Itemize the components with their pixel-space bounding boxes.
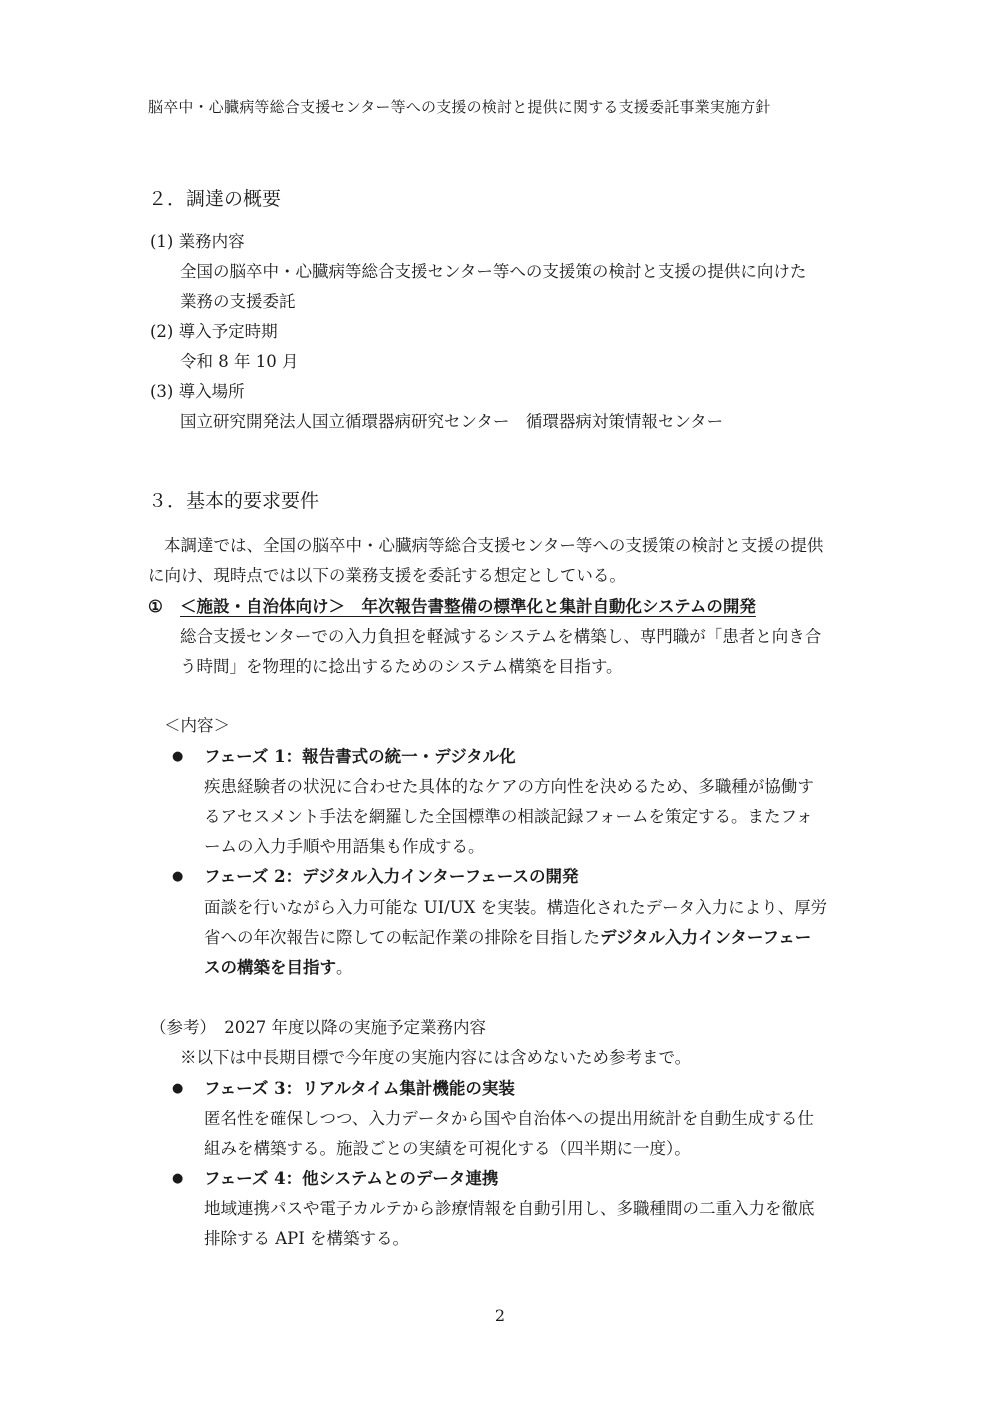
- bullet-icon: ●: [172, 1081, 184, 1096]
- section-heading-basic-requirements: ３．基本的要求要件: [148, 490, 320, 512]
- phase-4-line1: 地域連携パスや電子カルテから診療情報を自動引用し、多職種間の二重入力を徹底: [204, 1199, 815, 1218]
- item-label-1: (1) 業務内容: [150, 232, 245, 251]
- reference-label: （参考） 2027 年度以降の実施予定業務内容: [150, 1018, 486, 1037]
- bullet-icon: ●: [172, 869, 184, 884]
- phase-2-line2: [204, 923, 811, 953]
- item-text-1-line1: 全国の脳卒中・心臓病等総合支援センター等への支援策の検討と支援の提供に向けた: [180, 262, 807, 281]
- phase-4-title: フェーズ 4：他システムとのデータ連携: [204, 1169, 499, 1188]
- intro-line1: 本調達では、全国の脳卒中・心臓病等総合支援センター等への支援策の検討と支援の提供: [164, 536, 824, 555]
- item-1-line2: う時間」を物理的に捻出するためのシステム構築を目指す。: [180, 657, 623, 676]
- item-1-line1: 総合支援センターでの入力負担を軽減するシステムを構築し、専門職が「患者と向き合: [180, 627, 822, 646]
- item-text-1-line2: 業務の支援委託: [180, 292, 296, 311]
- phase-2-title: フェーズ 2：デジタル入力インターフェースの開発: [204, 867, 579, 886]
- phase-1-line2: るアセスメント手法を網羅した全国標準の相談記録フォームを策定する。またフォ: [204, 807, 813, 826]
- item-marker-1: ①: [148, 597, 163, 616]
- item-1-title: ＜施設・自治体向け＞ 年次報告書整備の標準化と集計自動化システムの開発: [180, 597, 756, 616]
- phase-2-line3: [204, 953, 353, 983]
- page-number: 2: [494, 1306, 506, 1325]
- content-label: ＜内容＞: [164, 716, 230, 735]
- phase-4-line2: 排除する API を構築する。: [204, 1229, 410, 1248]
- item-text-3: 国立研究開発法人国立循環器病研究センター 循環器病対策情報センター: [180, 412, 724, 431]
- phase-1-line1: 疾患経験者の状況に合わせた具体的なケアの方向性を決めるため、多職種が協働す: [204, 777, 814, 796]
- phase-2-line2-bold: デジタル入力インターフェー: [600, 928, 812, 947]
- phase-3-title: フェーズ 3：リアルタイム集計機能の実装: [204, 1079, 515, 1098]
- phase-2-line3-end: 。: [336, 958, 353, 977]
- phase-3-line2: 組みを構築する。施設ごとの実績を可視化する（四半期に一度）。: [204, 1139, 691, 1158]
- phase-2-line1: 面談を行いながら入力可能な UI/UX を実装。構造化されたデータ入力により、厚労: [204, 898, 828, 917]
- phase-2-line3-bold: スの構築を目指す: [204, 958, 336, 977]
- phase-1-line3: ームの入力手順や用語集も作成する。: [204, 837, 485, 856]
- phase-1-title: フェーズ 1：報告書式の統一・デジタル化: [204, 747, 516, 766]
- item-label-2: (2) 導入予定時期: [150, 322, 278, 341]
- section-heading-procurement-overview: ２．調達の概要: [148, 188, 282, 210]
- phase-2-line2-plain: 省への年次報告に際しての転記作業の排除を目指した: [204, 928, 600, 947]
- intro-line2: に向け、現時点では以下の業務支援を委託する想定としている。: [148, 566, 626, 585]
- phase-3-line1: 匿名性を確保しつつ、入力データから国や自治体への提出用統計を自動生成する仕: [204, 1109, 814, 1128]
- bullet-icon: ●: [172, 749, 184, 764]
- item-text-2: 令和 8 年 10 月: [180, 352, 299, 371]
- bullet-icon: ●: [172, 1171, 184, 1186]
- reference-note: ※以下は中長期目標で今年度の実施内容には含めないため参考まで。: [180, 1048, 692, 1067]
- running-header: 脳卒中・心臓病等総合支援センター等への支援の検討と提供に関する支援委託事業実施方針: [148, 98, 771, 116]
- item-label-3: (3) 導入場所: [150, 382, 245, 401]
